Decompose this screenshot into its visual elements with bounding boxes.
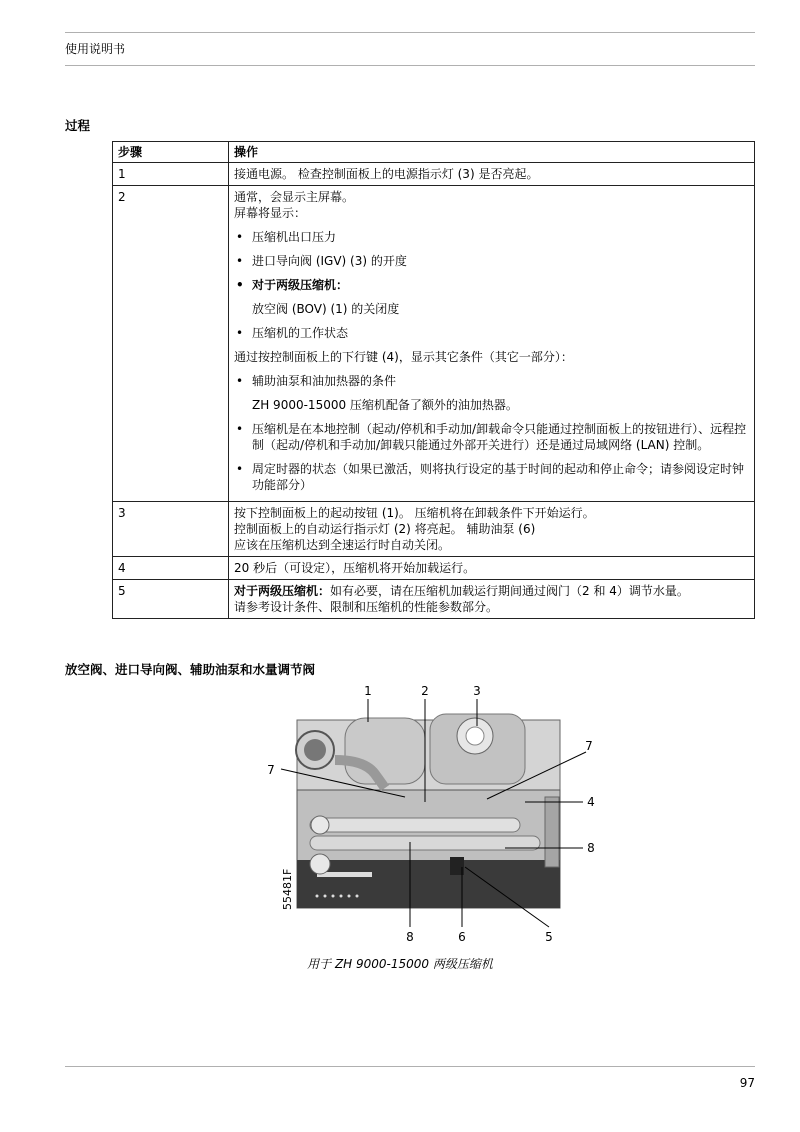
section-title-procedure: 过程 (65, 118, 91, 133)
blow-off-valve-opening (304, 739, 326, 761)
callout-6: 6 (458, 930, 466, 944)
step-action (229, 580, 755, 619)
section-title-valves: 放空阀、进口导向阀、辅助油泵和水量调节阀 (65, 662, 316, 677)
footer-rule (65, 1066, 755, 1067)
step-number: 3 (113, 502, 229, 557)
callout-8-bottom: 8 (406, 930, 414, 944)
step-text (234, 583, 748, 599)
control-panel-base (297, 860, 560, 908)
callout-1: 1 (364, 684, 372, 698)
bullet-subtext: 放空阀 (BOV) (1) 的关闭度 (252, 302, 400, 316)
callout-2: 2 (421, 684, 429, 698)
step-action: 接通电源。 检查控制面板上的电源指示灯 (3) 是否亮起。 (229, 163, 755, 186)
step-text: 控制面板上的自动运行指示灯 (2) 将亮起。 辅助油泵 (6) (234, 522, 536, 536)
bullet-item: • 辅助油泵和油加热器的条件 (234, 373, 748, 389)
pipe-flange-upper (311, 816, 329, 834)
step-number: 1 (113, 163, 229, 186)
table-row (113, 580, 755, 619)
figure-caption: 用于 ZH 9000-15000 两级压缩机 (307, 957, 493, 971)
page-number: 97 (739, 1076, 755, 1090)
step-text: 屏幕将显示： (234, 206, 307, 220)
figure-code: 55481F (281, 868, 294, 910)
step-text: 通过按控制面板上的下行键 (4)，显示其它条件（其它一部分）： (234, 350, 573, 364)
stage-housing-1 (345, 718, 425, 784)
step-number: 4 (113, 557, 229, 580)
column-header-step: 步骤 (113, 142, 229, 163)
callout-3: 3 (473, 684, 481, 698)
step-number: 2 (113, 186, 229, 502)
bullet-item: • 对于两级压缩机： (234, 277, 748, 293)
bullet-item: • 周定时器的状态（如果已激活，则将执行设定的基于时间的起动和停止命令；请参阅设定时钟功能部分） (234, 461, 748, 493)
procedure-table (112, 141, 755, 619)
bullet-item: • 进口导向阀 (IGV) (3) 的开度 (234, 253, 748, 269)
step-action (229, 502, 755, 557)
table-row (113, 163, 755, 186)
document-header-title: 使用说明书 (65, 42, 126, 56)
step-text: 请参考设计条件、限制和压缩机的性能参数部分。 (234, 600, 499, 614)
step-action: 20 秒后（可设定），压缩机将开始加载运行。 (229, 557, 755, 580)
compressor-illustration (255, 682, 600, 952)
column-header-action: 操作 (229, 142, 755, 163)
bullet-subtext: ZH 9000-15000 压缩机配备了额外的油加热器。 (252, 398, 518, 412)
water-regulating-valve-housing (545, 797, 559, 867)
step-text: 按下控制面板上的起动按钮 (1)。 压缩机将在卸载条件下开始运行。 (234, 506, 595, 520)
table-row (113, 502, 755, 557)
bullet-item: • 压缩机出口压力 (234, 229, 748, 245)
callout-4: 4 (587, 795, 595, 809)
step-text-bold: 对于两级压缩机： (234, 584, 331, 598)
inlet-guide-vane-center (466, 727, 484, 745)
step-text: 应该在压缩机达到全速运行时自动关闭。 (234, 538, 451, 552)
table-header-row (113, 142, 755, 163)
header-rule-bottom (65, 65, 755, 66)
callout-7-left: 7 (267, 763, 275, 777)
bullet-item: • 压缩机是在本地控制（起动/停机和手动加/卸载命令只能通过控制面板上的按钮进行）、远程控制（起动/停机和手动加/卸载只能通过外部开关进行）还是通过局域网络 (LAN) 控制。 (234, 421, 748, 453)
step-text-inline: 如有必要，请在压缩机加载运行期间通过阀门（2 和 4）调节水量。 (330, 584, 689, 598)
cooler-pipe-upper (310, 818, 520, 832)
table-row (113, 186, 755, 502)
step-number: 5 (113, 580, 229, 619)
header-rule-top (65, 32, 755, 33)
pipe-flange-lower (310, 854, 330, 874)
callout-8-right: 8 (587, 841, 595, 855)
callout-7-right: 7 (585, 739, 593, 753)
bullet-item: • 压缩机的工作状态 (234, 325, 748, 341)
table-row (113, 557, 755, 580)
step-action (229, 186, 755, 502)
step-text: 通常，会显示主屏幕。 (234, 190, 355, 204)
callout-5: 5 (545, 930, 553, 944)
